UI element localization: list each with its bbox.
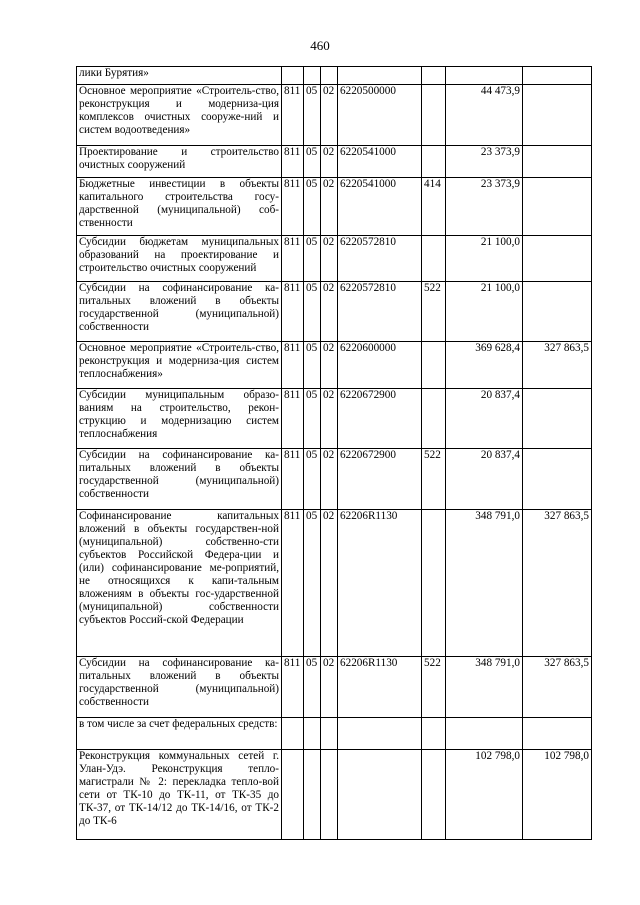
row-name: Бюджетные инвестиции в объекты капитального строительства госу-дарственной (муниципальной) соб-ственности <box>77 178 282 236</box>
section-code: 05 <box>304 510 321 657</box>
table-row <box>77 67 592 85</box>
subsection-code: 02 <box>321 510 338 657</box>
ved-code: 811 <box>282 342 304 389</box>
subsection-code <box>321 718 338 750</box>
target-article-code: 62206R1130 <box>338 657 422 718</box>
amount-federal: 327 863,5 <box>523 657 592 718</box>
subsection-code: 02 <box>321 449 338 510</box>
target-article-code <box>338 67 422 85</box>
target-article-code: 6220572810 <box>338 236 422 282</box>
target-article-code: 6220672900 <box>338 389 422 449</box>
ved-code: 811 <box>282 657 304 718</box>
ved-code: 811 <box>282 389 304 449</box>
section-code: 05 <box>304 85 321 146</box>
table-row <box>77 85 592 146</box>
target-article-code: 6220541000 <box>338 178 422 236</box>
section-code: 05 <box>304 657 321 718</box>
ved-code <box>282 67 304 85</box>
subsection-code: 02 <box>321 342 338 389</box>
section-code: 05 <box>304 449 321 510</box>
table-row <box>77 282 592 342</box>
amount-federal: 327 863,5 <box>523 510 592 657</box>
table-row <box>77 146 592 178</box>
ved-code: 811 <box>282 282 304 342</box>
ved-code: 811 <box>282 178 304 236</box>
amount-federal <box>523 146 592 178</box>
table-row <box>77 178 592 236</box>
budget-table <box>76 66 592 840</box>
ved-code: 811 <box>282 449 304 510</box>
section-code: 05 <box>304 236 321 282</box>
target-article-code: 62206R1130 <box>338 510 422 657</box>
amount-total <box>446 718 523 750</box>
section-code <box>304 67 321 85</box>
expense-type-code <box>422 342 446 389</box>
subsection-code: 02 <box>321 389 338 449</box>
section-code: 05 <box>304 342 321 389</box>
ved-code: 811 <box>282 236 304 282</box>
table-row <box>77 657 592 718</box>
amount-total: 21 100,0 <box>446 236 523 282</box>
section-code <box>304 750 321 840</box>
amount-total: 21 100,0 <box>446 282 523 342</box>
expense-type-code <box>422 718 446 750</box>
ved-code: 811 <box>282 146 304 178</box>
target-article-code: 6220572810 <box>338 282 422 342</box>
amount-federal <box>523 449 592 510</box>
expense-type-code <box>422 389 446 449</box>
subsection-code: 02 <box>321 178 338 236</box>
table-row <box>77 750 592 840</box>
row-name: в том числе за счет федеральных средств: <box>77 718 282 750</box>
row-name: Субсидии на софинансирование ка-питальных вложений в объекты государственной (муниципальной) собственности <box>77 657 282 718</box>
ved-code: 811 <box>282 510 304 657</box>
expense-type-code: 522 <box>422 449 446 510</box>
table-row <box>77 236 592 282</box>
amount-total: 23 373,9 <box>446 178 523 236</box>
subsection-code: 02 <box>321 236 338 282</box>
amount-federal <box>523 236 592 282</box>
amount-federal <box>523 178 592 236</box>
page-number: 460 <box>310 38 330 53</box>
expense-type-code: 522 <box>422 657 446 718</box>
expense-type-code <box>422 67 446 85</box>
subsection-code <box>321 750 338 840</box>
row-name: Субсидии муниципальным образо-ваниям на строительство, рекон-струкцию и модернизацию систем теплоснабжения <box>77 389 282 449</box>
amount-federal <box>523 85 592 146</box>
row-name: Субсидии бюджетам муниципальных образований на проектирование и строительство очистных сооружений <box>77 236 282 282</box>
amount-total: 44 473,9 <box>446 85 523 146</box>
row-name: лики Бурятия» <box>77 67 282 85</box>
row-name: Субсидии на софинансирование ка-питальных вложений в объекты государственной (муниципальной) собственности <box>77 282 282 342</box>
target-article-code: 6220541000 <box>338 146 422 178</box>
row-name: Софинансирование капитальных вложений в объекты государствен-ной (муниципальной) собственно-сти субъектов Российской Федера-ции и (или) софинансирование ме-роприятий, не относящихся к капи-тальным вложениям в объекты гос-ударственной (муниципальной) собственности субъектов Россий-ской Федерации <box>77 510 282 657</box>
ved-code <box>282 750 304 840</box>
amount-federal: 102 798,0 <box>523 750 592 840</box>
target-article-code <box>338 718 422 750</box>
expense-type-code <box>422 236 446 282</box>
expense-type-code: 414 <box>422 178 446 236</box>
amount-total: 369 628,4 <box>446 342 523 389</box>
amount-federal <box>523 718 592 750</box>
row-name: Основное мероприятие «Строитель-ство, реконструкция и модерниза-ция систем теплоснабжения» <box>77 342 282 389</box>
target-article-code: 6220600000 <box>338 342 422 389</box>
expense-type-code <box>422 85 446 146</box>
amount-federal <box>523 282 592 342</box>
amount-total: 102 798,0 <box>446 750 523 840</box>
table-row <box>77 510 592 657</box>
ved-code: 811 <box>282 85 304 146</box>
section-code: 05 <box>304 282 321 342</box>
row-name: Субсидии на софинансирование ка-питальных вложений в объекты государственной (муниципальной) собственности <box>77 449 282 510</box>
amount-federal: 327 863,5 <box>523 342 592 389</box>
section-code <box>304 718 321 750</box>
target-article-code <box>338 750 422 840</box>
target-article-code: 6220500000 <box>338 85 422 146</box>
amount-total: 348 791,0 <box>446 657 523 718</box>
table-row <box>77 718 592 750</box>
subsection-code: 02 <box>321 282 338 342</box>
subsection-code: 02 <box>321 146 338 178</box>
amount-federal <box>523 389 592 449</box>
amount-federal <box>523 67 592 85</box>
table-row <box>77 389 592 449</box>
expense-type-code: 522 <box>422 282 446 342</box>
section-code: 05 <box>304 146 321 178</box>
row-name: Реконструкция коммунальных сетей г. Улан-Удэ. Реконструкция тепло-магистрали № 2: перекладка тепло-вой сети от ТК-10 до ТК-11, от ТК-35 до ТК-37, от ТК-14/12 до ТК-14/16, от ТК-2 до ТК-6 <box>77 750 282 840</box>
table-row <box>77 449 592 510</box>
amount-total: 20 837,4 <box>446 389 523 449</box>
target-article-code: 6220672900 <box>338 449 422 510</box>
expense-type-code <box>422 146 446 178</box>
section-code: 05 <box>304 389 321 449</box>
table-row <box>77 342 592 389</box>
amount-total: 20 837,4 <box>446 449 523 510</box>
section-code: 05 <box>304 178 321 236</box>
expense-type-code <box>422 750 446 840</box>
row-name: Основное мероприятие «Строитель-ство, реконструкция и модерниза-ция комплексов очистных сооруже-ний и систем водоотведения» <box>77 85 282 146</box>
row-name: Проектирование и строительство очистных сооружений <box>77 146 282 178</box>
expense-type-code <box>422 510 446 657</box>
subsection-code: 02 <box>321 657 338 718</box>
subsection-code <box>321 67 338 85</box>
ved-code <box>282 718 304 750</box>
subsection-code: 02 <box>321 85 338 146</box>
amount-total: 348 791,0 <box>446 510 523 657</box>
table-body <box>77 67 592 840</box>
amount-total <box>446 67 523 85</box>
amount-total: 23 373,9 <box>446 146 523 178</box>
